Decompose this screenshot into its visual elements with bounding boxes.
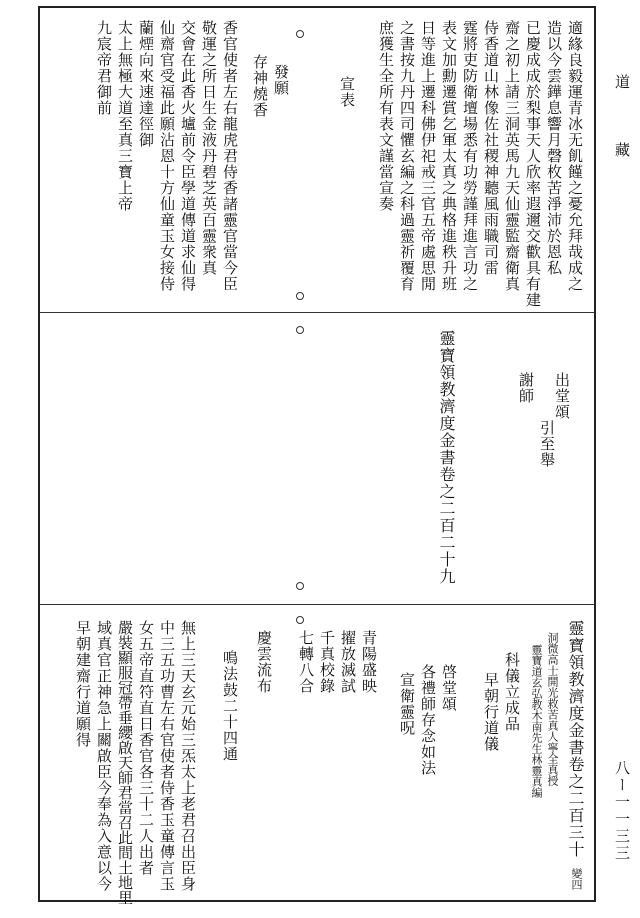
top-col-12: 發願 [272, 64, 290, 96]
section-divider-top [40, 312, 594, 313]
top-col-20: 九宸帝君御前 [95, 20, 113, 116]
binding-hole-3 [296, 326, 304, 334]
bot-col-19: 嚴裝顯服冠帶垂纓啟天師君當召此間土地里 [116, 620, 134, 905]
bot-col-17: 中三五功曹左右官使者侍香玉童傳言玉 [158, 620, 176, 892]
top-col-19: 太上無極大道至真三寶上帝 [116, 20, 134, 212]
collection-name: 道 [613, 74, 631, 93]
top-col-9: 之書按九丹四司懼玄編之科過靈祈覆育 [398, 20, 416, 292]
top-col-4: 齋之初上請三洞英馬九天仙靈監齋衛真 [503, 20, 521, 292]
top-col-5: 侍香道山林像佐社稷神聽風雨職司雷 [482, 20, 500, 276]
top-col-18: 蘭煙向來速達徑御 [137, 20, 155, 148]
bot-col-13: 七轉八合 [297, 630, 315, 694]
top-col-13: 存神燒香 [251, 54, 269, 118]
binding-hole-1 [296, 30, 304, 38]
bot-col-1: 靈寶領教濟度金書卷之二百三十 [566, 620, 585, 858]
top-col-10: 庶獲生全所有表文謹當宣奏 [377, 20, 395, 212]
bot-col-6: 早朝行道儀 [482, 672, 500, 752]
mid-col-2: 引至舉 [538, 420, 556, 468]
top-col-6: 霆將吏防衛壇場悉有功勞謹拜進言功之 [461, 20, 479, 292]
bot-col-9: 宣衛靈呪 [398, 672, 416, 736]
collection-name-2: 藏 [613, 142, 631, 161]
bot-col-20: 域真官正神急上關啟臣今奉為入意以今 [95, 620, 113, 892]
bot-col-12: 千真校錄 [318, 630, 336, 694]
top-col-8: 日等進上遷科佛伊祀戒三官五帝處思閒 [419, 20, 437, 292]
bot-col-8: 各禮師存念如法 [419, 664, 437, 776]
section-divider-bottom [40, 604, 594, 605]
page-number: 八ー一一三三 [613, 760, 631, 862]
top-col-14: 香官使者左右龍虎君侍香諸靈官當今臣 [221, 20, 239, 292]
mid-col-1: 出堂頌 [553, 372, 571, 420]
top-col-16: 交會在此香火壚前令臣學道傳道求仙得 [179, 20, 197, 292]
binding-hole-4 [296, 582, 304, 590]
bot-col-7: 啓堂頌 [440, 664, 458, 712]
bot-col-16: 無上三天玄元始三炁太上老君召出臣身 [179, 620, 197, 892]
bot-col-5: 科儀立成品 [503, 652, 521, 732]
top-col-2: 造以今雲鏵息響月磬枚苦淨沛於恩私 [545, 20, 563, 276]
top-col-17: 仙齋官受福此願沾恩十方仙童玉女接侍 [158, 20, 176, 292]
bot-col-14: 慶雲流布 [255, 630, 273, 694]
top-col-3: 已慶成成於梨事天人欣率遐邇交歡具有建 [524, 20, 542, 308]
bot-col-21: 早朝建齋行道願得 [74, 620, 92, 748]
top-col-7: 表文加勳遷賞乞軍太真之典格進秩升班 [440, 20, 458, 292]
top-col-11: 宣表 [338, 76, 356, 108]
top-col-1: 適緣良毅運青冰无飢饉之憂允拜哉成之 [566, 20, 584, 292]
top-col-15: 敬運之所日生金液丹碧芝英百靈衆真 [200, 20, 218, 276]
binding-hole-2 [296, 292, 304, 300]
bot-col-11: 擢放滅試 [339, 630, 357, 694]
bot-col-18: 女五帝直符直日香官各三十二人出者 [137, 620, 155, 876]
bot-col-4: 靈寶道玄弘教木南先生林靈真編 [530, 644, 543, 798]
bot-col-10: 青陽盛映 [360, 630, 378, 694]
bot-col-3: 洞微高士開光救苦真人寧全真授 [546, 632, 559, 786]
mid-col-4: 靈寶領教濟度金書卷之二百二十九 [437, 330, 456, 585]
bot-col-2: 變四 [570, 868, 583, 890]
binding-hole-5 [296, 616, 304, 624]
mid-col-3: 謝師 [517, 372, 535, 404]
bot-col-15: 鳴法鼓二十四通 [221, 650, 239, 762]
